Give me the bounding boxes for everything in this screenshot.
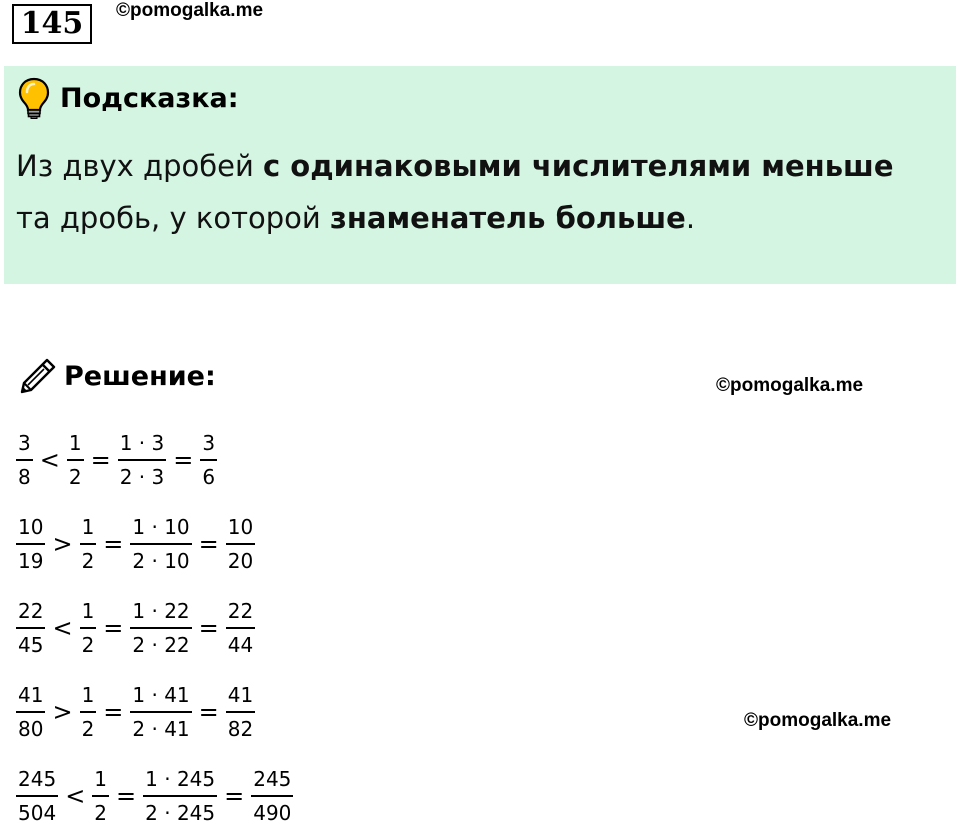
hint-text-plain: . (685, 201, 696, 235)
fraction (224, 514, 257, 574)
numerator: 3 (18, 431, 31, 455)
fraction (116, 430, 169, 490)
equals-sign: = (173, 446, 194, 474)
numerator: 1 (81, 515, 95, 539)
fraction (78, 598, 99, 658)
equals-sign: = (103, 530, 124, 558)
fraction (141, 766, 219, 826)
hint-text-bold: с одинаковыми числителями меньше (263, 149, 894, 183)
equals-sign: = (198, 530, 219, 558)
watermark-top: ©pomogalka.me (116, 0, 264, 21)
denominator: 490 (253, 801, 292, 825)
numerator: 1 · 41 (132, 683, 190, 707)
denominator: 2 · 3 (119, 465, 165, 489)
fraction (14, 766, 60, 826)
fraction (14, 430, 35, 490)
fraction (65, 430, 86, 490)
numerator: 1 · 22 (132, 599, 190, 623)
comparison-sign: > (52, 530, 73, 558)
denominator: 2 · 245 (145, 801, 216, 825)
numerator: 1 (94, 767, 108, 791)
solution-title: Решение: (64, 360, 216, 392)
equals-sign: = (198, 698, 219, 726)
equals-sign: = (224, 782, 245, 810)
fraction (249, 766, 295, 826)
denominator: 19 (18, 549, 44, 573)
equals-sign: = (103, 614, 124, 642)
hint-title: Подсказка: (60, 82, 239, 114)
solution-rows (14, 418, 295, 838)
fraction (14, 682, 47, 742)
hint-text-plain: та дробь, у которой (16, 201, 330, 235)
denominator: 80 (18, 717, 44, 741)
pencil-icon (18, 356, 58, 396)
numerator: 10 (18, 515, 44, 539)
hint-box (4, 66, 956, 284)
denominator: 44 (227, 633, 254, 657)
fraction (128, 514, 193, 574)
task-number: 145 (12, 4, 92, 44)
denominator: 504 (18, 801, 57, 825)
numerator: 1 · 3 (119, 431, 165, 455)
denominator: 2 (94, 801, 108, 825)
fraction (198, 430, 219, 490)
numerator: 1 · 10 (132, 515, 190, 539)
denominator: 2 (81, 549, 95, 573)
inequality-row (14, 670, 295, 754)
numerator: 3 (202, 431, 216, 455)
fraction (78, 514, 99, 574)
solution-header (18, 356, 216, 396)
fraction (128, 682, 193, 742)
denominator: 2 (81, 633, 95, 657)
hint-text (16, 140, 936, 244)
equals-sign: = (116, 782, 137, 810)
numerator: 41 (227, 683, 254, 707)
denominator: 6 (202, 465, 216, 489)
numerator: 245 (253, 767, 292, 791)
equals-sign: = (198, 614, 219, 642)
numerator: 1 · 245 (145, 767, 216, 791)
comparison-sign: > (52, 698, 73, 726)
fraction (224, 598, 257, 658)
numerator: 10 (227, 515, 254, 539)
denominator: 2 · 10 (132, 549, 190, 573)
denominator: 20 (227, 549, 254, 573)
denominator: 2 (68, 465, 82, 489)
hint-header (18, 76, 239, 120)
comparison-sign: < (65, 782, 86, 810)
watermark-bottom: ©pomogalka.me (744, 710, 892, 731)
denominator: 2 · 22 (132, 633, 190, 657)
fraction (224, 682, 257, 742)
inequality-row (14, 586, 295, 670)
numerator: 1 (81, 683, 95, 707)
fraction (14, 598, 47, 658)
fraction (128, 598, 193, 658)
denominator: 45 (18, 633, 44, 657)
inequality-row (14, 502, 295, 586)
equals-sign: = (103, 698, 124, 726)
numerator: 245 (18, 767, 57, 791)
fraction (90, 766, 111, 826)
watermark-middle: ©pomogalka.me (716, 375, 864, 396)
fraction (14, 514, 47, 574)
comparison-sign: < (52, 614, 73, 642)
numerator: 41 (18, 683, 44, 707)
numerator: 22 (18, 599, 44, 623)
hint-text-plain: Из двух дробей (16, 149, 264, 183)
inequality-row (14, 754, 295, 838)
denominator: 8 (18, 465, 31, 489)
inequality-row (14, 418, 295, 502)
comparison-sign: < (39, 446, 60, 474)
denominator: 2 (81, 717, 95, 741)
equals-sign: = (90, 446, 111, 474)
numerator: 22 (227, 599, 254, 623)
denominator: 2 · 41 (132, 717, 190, 741)
numerator: 1 (81, 599, 95, 623)
fraction (78, 682, 99, 742)
lightbulb-icon (18, 77, 50, 119)
denominator: 82 (227, 717, 254, 741)
numerator: 1 (68, 431, 82, 455)
hint-text-bold: знаменатель больше (330, 201, 686, 235)
